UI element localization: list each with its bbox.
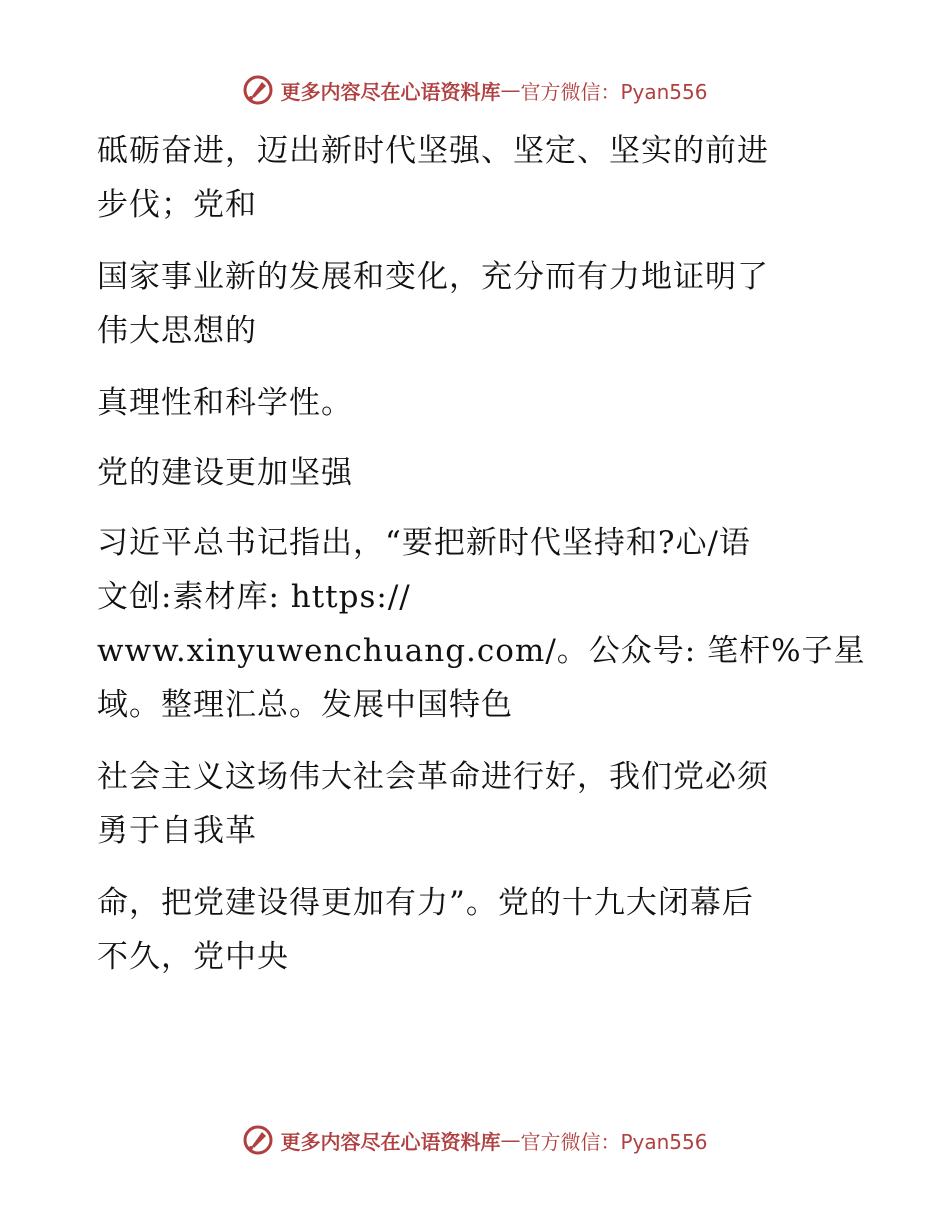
- document-body: [97, 124, 866, 984]
- text-line: 命，把党建设得更加有力”。党的十九大闭幕后: [97, 885, 754, 921]
- text-line: 砥砺奋进，迈出新时代坚强、坚定、坚实的前进: [97, 133, 769, 169]
- text-line: 域。整理汇总。发展中国特色: [97, 687, 513, 723]
- footer-wechat: 官方微信：Pyan556: [520, 1129, 708, 1154]
- paragraph-gap: [97, 232, 837, 250]
- pen-nib-logo-icon: [242, 74, 274, 106]
- footer-separator: —: [500, 1128, 521, 1152]
- header-slogan: 更多内容尽在心语资料库: [280, 79, 501, 104]
- text-line: 国家事业新的发展和变化，充分而有力地证明了: [97, 259, 769, 295]
- footer-slogan: 更多内容尽在心语资料库: [280, 1129, 501, 1154]
- paragraph-gap: [97, 500, 837, 516]
- text-line: 步伐；党和: [97, 187, 257, 223]
- paragraph-gap: [97, 858, 837, 876]
- text-line: 伟大思想的: [97, 313, 257, 349]
- text-line: www.xinyuwenchuang.com/。公众号: 笔杆%子星: [97, 633, 866, 669]
- text-line: 勇于自我革: [97, 813, 257, 849]
- header-wechat: 官方微信：Pyan556: [520, 79, 708, 104]
- header-watermark: [0, 70, 950, 110]
- header-separator: —: [500, 78, 521, 102]
- paragraph-gap: [97, 358, 837, 376]
- text-line: 不久，党中央: [97, 939, 289, 975]
- text-line: 习近平总书记指出，“要把新时代坚持和?心/语: [97, 525, 751, 561]
- text-line: 文创:素材库: https://: [97, 579, 411, 615]
- section-heading: 党的建设更加坚强: [97, 455, 353, 491]
- pen-nib-logo-icon: [242, 1124, 274, 1156]
- text-line: 社会主义这场伟大社会革命进行好，我们党必须: [97, 759, 769, 795]
- footer-watermark: [0, 1120, 950, 1160]
- paragraph-gap: [97, 732, 837, 750]
- paragraph-gap: [97, 430, 837, 446]
- text-line: 真理性和科学性。: [97, 385, 353, 421]
